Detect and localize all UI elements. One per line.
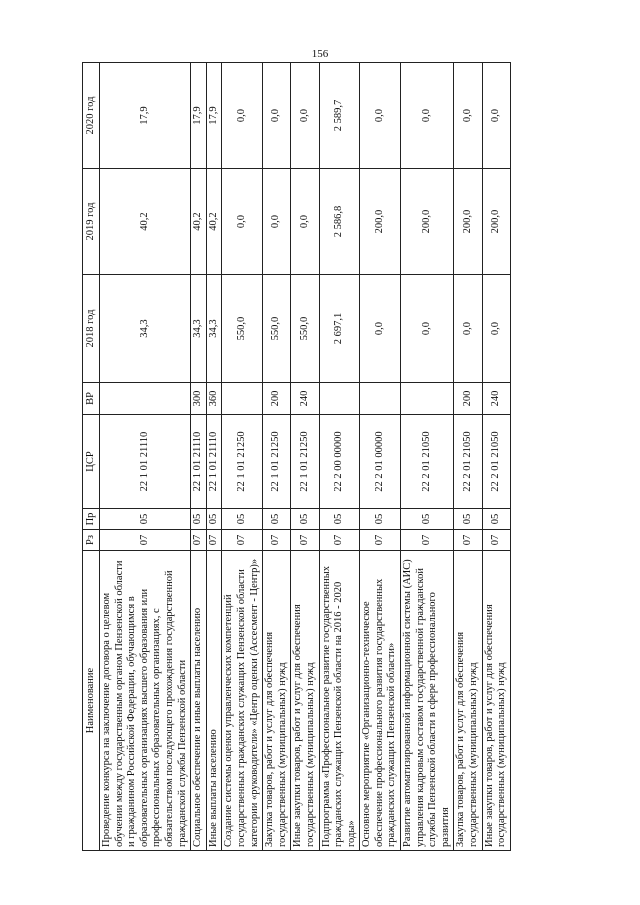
cell-2018: 550,0 [263, 275, 291, 383]
cell-vr: 240 [291, 383, 319, 415]
table-row [263, 63, 291, 851]
cell-vr [360, 383, 401, 415]
cell-pr: 05 [263, 509, 291, 530]
cell-rz: 07 [454, 530, 482, 551]
cell-name: Закупка товаров, работ и услуг для обеспечения государственных (муниципальных) нужд [454, 551, 482, 851]
header-pr: Пр [83, 509, 100, 530]
cell-2019: 200,0 [454, 169, 482, 275]
cell-2018: 0,0 [401, 275, 454, 383]
table-row [360, 63, 401, 851]
header-name: Наименование [83, 551, 100, 851]
header-2019: 2019 год [83, 169, 100, 275]
cell-csr: 22 2 01 21050 [454, 415, 482, 509]
table-row [319, 63, 360, 851]
cell-2018: 34,3 [100, 275, 191, 383]
cell-pr: 05 [206, 509, 222, 530]
table-header-row [83, 63, 100, 851]
cell-2019: 200,0 [401, 169, 454, 275]
cell-rz: 07 [263, 530, 291, 551]
cell-rz: 07 [191, 530, 207, 551]
cell-2020: 0,0 [454, 63, 482, 169]
table-row [454, 63, 482, 851]
cell-2018: 0,0 [360, 275, 401, 383]
cell-vr [100, 383, 191, 415]
cell-pr: 05 [100, 509, 191, 530]
cell-2020: 2 589,7 [319, 63, 360, 169]
cell-2019: 2 586,8 [319, 169, 360, 275]
cell-rz: 07 [100, 530, 191, 551]
cell-name: Закупка товаров, работ и услуг для обеспечения государственных (муниципальных) нужд [263, 551, 291, 851]
header-rz: Рз [83, 530, 100, 551]
cell-pr: 05 [401, 509, 454, 530]
table-row [191, 63, 207, 851]
cell-2020: 0,0 [222, 63, 263, 169]
cell-vr [401, 383, 454, 415]
header-csr: ЦСР [83, 415, 100, 509]
cell-2018: 0,0 [454, 275, 482, 383]
cell-2020: 0,0 [360, 63, 401, 169]
cell-rz: 07 [319, 530, 360, 551]
cell-csr: 22 2 00 00000 [319, 415, 360, 509]
cell-name: Развитие автоматизированной информационной системы (АИС) управления кадровым составом государственной гражданской службы Пензенской области в сфере профессионального развития [401, 551, 454, 851]
cell-2019: 200,0 [360, 169, 401, 275]
table-row [222, 63, 263, 851]
cell-2020: 17,9 [100, 63, 191, 169]
cell-name: Основное мероприятие «Организационно-техническое обеспечение профессионального развития государственных гражданских служащих Пензенской области» [360, 551, 401, 851]
cell-pr: 05 [222, 509, 263, 530]
cell-2020: 0,0 [291, 63, 319, 169]
cell-csr: 22 1 01 21110 [206, 415, 222, 509]
cell-pr: 05 [191, 509, 207, 530]
cell-csr: 22 2 01 21050 [482, 415, 510, 509]
cell-vr: 360 [206, 383, 222, 415]
table-row [291, 63, 319, 851]
cell-vr [319, 383, 360, 415]
cell-csr: 22 2 01 00000 [360, 415, 401, 509]
cell-vr: 200 [263, 383, 291, 415]
cell-csr: 22 1 01 21250 [222, 415, 263, 509]
cell-2020: 17,9 [191, 63, 207, 169]
cell-name: Иные закупки товаров, работ и услуг для обеспечения государственных (муниципальных) нужд [291, 551, 319, 851]
cell-vr: 300 [191, 383, 207, 415]
cell-2018: 34,3 [191, 275, 207, 383]
cell-csr: 22 2 01 21050 [401, 415, 454, 509]
cell-rz: 07 [360, 530, 401, 551]
cell-vr: 200 [454, 383, 482, 415]
cell-2019: 0,0 [222, 169, 263, 275]
cell-rz: 07 [401, 530, 454, 551]
cell-csr: 22 1 01 21110 [191, 415, 207, 509]
cell-pr: 05 [291, 509, 319, 530]
cell-rz: 07 [222, 530, 263, 551]
page-number: 156 [311, 48, 329, 60]
cell-rz: 07 [482, 530, 510, 551]
table-row [206, 63, 222, 851]
cell-2019: 0,0 [291, 169, 319, 275]
cell-2020: 17,9 [206, 63, 222, 169]
cell-csr: 22 1 01 21110 [100, 415, 191, 509]
cell-2020: 0,0 [263, 63, 291, 169]
cell-pr: 05 [482, 509, 510, 530]
cell-2020: 0,0 [482, 63, 510, 169]
table-row [401, 63, 454, 851]
cell-csr: 22 1 01 21250 [291, 415, 319, 509]
cell-name: Иные выплаты населению [206, 551, 222, 851]
cell-rz: 07 [206, 530, 222, 551]
cell-name: Проведение конкурса на заключение договора о целевом обучении между государственным органом Пензенской области и гражданином Российской Федерации, обучающимся в образовательных организациях высшего образования или профессиональных образовательных организациях, с обязательством последующего прохождения государственной гражданской службы Пензенской области [100, 551, 191, 851]
cell-2018: 0,0 [482, 275, 510, 383]
cell-2018: 550,0 [222, 275, 263, 383]
budget-table [82, 62, 511, 851]
cell-2019: 200,0 [482, 169, 510, 275]
table-row [482, 63, 510, 851]
cell-name: Иные закупки товаров, работ и услуг для обеспечения государственных (муниципальных) нужд [482, 551, 510, 851]
rotated-table-container [82, 63, 562, 851]
cell-pr: 05 [360, 509, 401, 530]
cell-name: Создание системы оценки управленческих компетенций государственных гражданских служащих Пензенской области категории «руководители» «Центр оценки (Ассесмент - Центр)» [222, 551, 263, 851]
rotated-table-area [82, 63, 562, 851]
cell-2019: 40,2 [206, 169, 222, 275]
cell-pr: 05 [319, 509, 360, 530]
cell-2018: 2 697,1 [319, 275, 360, 383]
cell-vr: 240 [482, 383, 510, 415]
table-row [100, 63, 191, 851]
cell-csr: 22 1 01 21250 [263, 415, 291, 509]
header-2018: 2018 год [83, 275, 100, 383]
cell-pr: 05 [454, 509, 482, 530]
cell-2018: 34,3 [206, 275, 222, 383]
cell-2019: 40,2 [100, 169, 191, 275]
cell-rz: 07 [291, 530, 319, 551]
cell-2018: 550,0 [291, 275, 319, 383]
header-vr: ВР [83, 383, 100, 415]
header-2020: 2020 год [83, 63, 100, 169]
cell-vr [222, 383, 263, 415]
cell-2020: 0,0 [401, 63, 454, 169]
cell-2019: 40,2 [191, 169, 207, 275]
cell-2019: 0,0 [263, 169, 291, 275]
cell-name: Социальное обеспечение и иные выплаты населению [191, 551, 207, 851]
cell-name: Подпрограмма «Профессиональное развитие государственных гражданских служащих Пензенской области на 2016 - 2020 годы» [319, 551, 360, 851]
